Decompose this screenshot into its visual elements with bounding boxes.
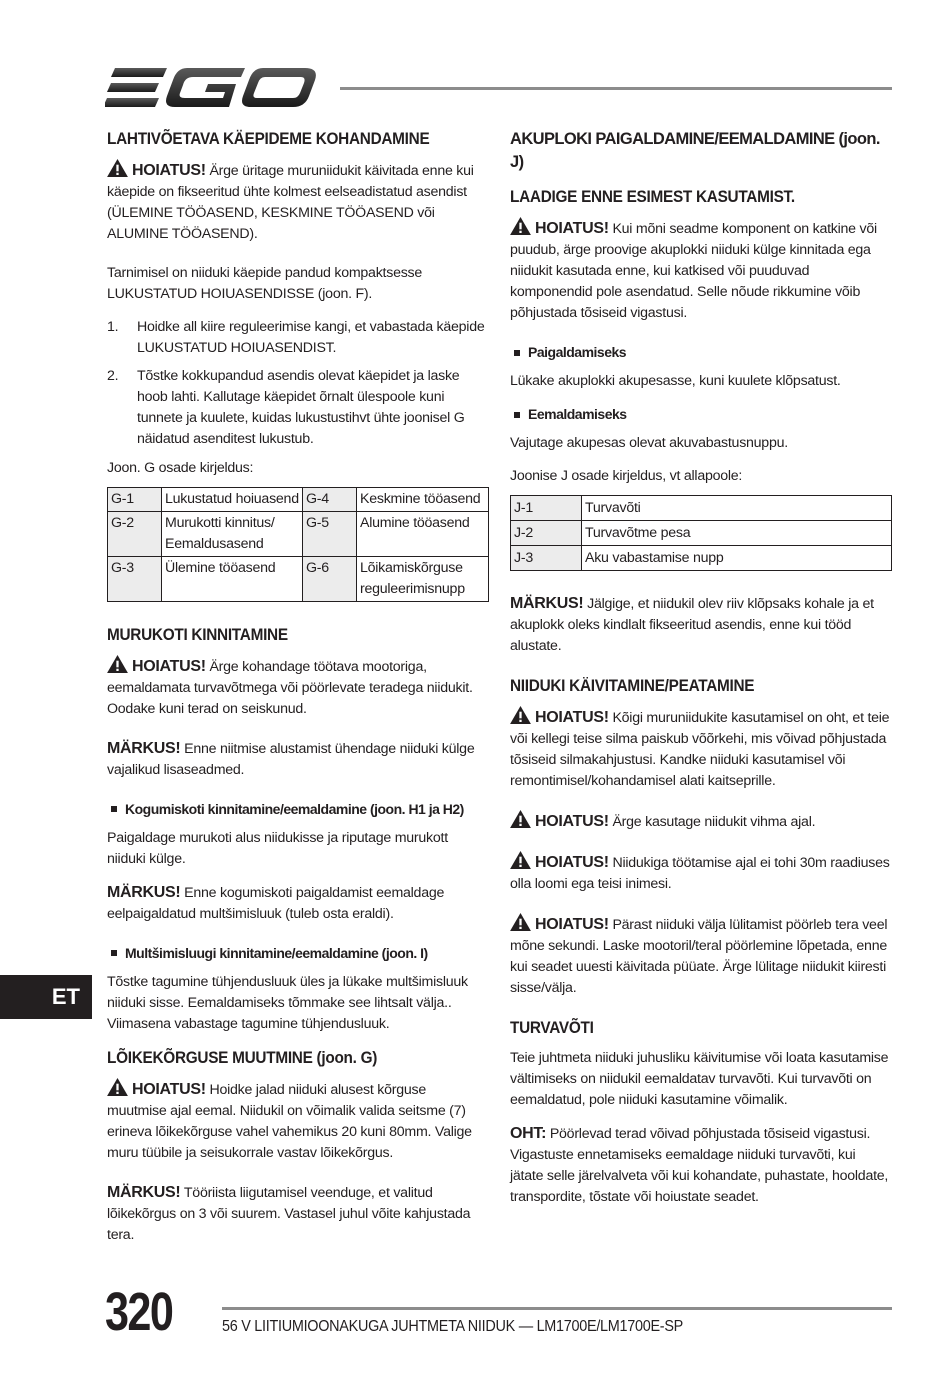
section-title-safety-key: TURVAVÕTI bbox=[510, 1019, 594, 1038]
section-title-cutting-height: LÕIKEKÕRGUSE MUUTMINE (joon. G) bbox=[107, 1049, 378, 1068]
warning-paragraph: HOIATUS! Niidukiga töötamise ajal ei tohi 30m raadiuses olla loomi ega teisi inimesi. bbox=[510, 851, 892, 895]
bullet-heading: Multšimisluugi kinnitamine/eemaldamine (joon. I) bbox=[107, 943, 489, 964]
paragraph: Vajutage akupesas olevat akuvabastusnuppu. bbox=[510, 435, 788, 452]
section-title-grassbag: MURUKOTI KINNITAMINE bbox=[107, 626, 288, 645]
table-row: G-1 Lukustatud hoiuasend G-4 Keskmine tööasend bbox=[108, 488, 489, 512]
bullet-square-icon bbox=[514, 350, 520, 356]
note-paragraph: MÄRKUS! Enne kogumiskoti paigaldamist eemaldage eelpaigaldatud multšimisluuk (tuleb osta eraldi). bbox=[107, 884, 445, 923]
bullet-square-icon bbox=[514, 412, 520, 418]
note-paragraph: MÄRKUS! Tööriista liigutamisel veenduge, et valitud lõikekõrgus on 3 või suurem. Vastasel juhul võite kahjustada tera. bbox=[107, 1184, 471, 1244]
list-item: 1. Hoidke all kiire reguleerimise kangi, et vabastada käepide LUKUSTATUD HOIUASENDIST. bbox=[107, 319, 485, 357]
table-row: G-2 Murukotti kinnitus/ Eemaldusasend G-5 Alumine tööasend bbox=[108, 512, 489, 557]
table-row: J-3 Aku vabastamise nupp bbox=[511, 546, 892, 571]
left-column bbox=[107, 128, 489, 1258]
warning-triangle-icon bbox=[510, 913, 531, 931]
page-number: 320 bbox=[105, 1282, 173, 1342]
parts-table-g bbox=[107, 487, 489, 602]
warning-triangle-icon bbox=[510, 217, 531, 235]
table-caption: Joon. G osade kirjeldus: bbox=[107, 460, 254, 477]
language-tab: ET bbox=[0, 975, 92, 1019]
paragraph: Tõstke tagumine tühjendusluuk üles ja lükake multšimisluuk niiduki sisse. Eemaldamiseks tõmmake see lihtsalt välja.. Viimasena vabastage tagumine tühjendusluuk. bbox=[107, 974, 468, 1033]
bullet-heading: Kogumiskoti kinnitamine/eemaldamine (joon. H1 ja H2) bbox=[107, 799, 489, 820]
warning-triangle-icon bbox=[107, 1078, 128, 1096]
ego-logo bbox=[105, 60, 320, 115]
paragraph: Paigaldage murukoti alus niidukisse ja riputage murukott niiduki külge. bbox=[107, 830, 448, 868]
table-row: J-2 Turvavõtme pesa bbox=[511, 521, 892, 546]
bullet-heading: Paigaldamiseks bbox=[510, 342, 892, 363]
section-subtitle-charge: LAADIGE ENNE ESIMEST KASUTAMIST. bbox=[510, 188, 795, 207]
paragraph: Lükake akuplokki akupesasse, kuni kuulete klõpsatust. bbox=[510, 373, 841, 390]
danger-paragraph: OHT: Pöörlevad terad võivad põhjustada tõsiseid vigastusi. Vigastuste ennetamiseks eemaldage niiduki turvavõti, kui jätate selle järelvalveta või kui kohandate, puhastate, hooldate, transpordite, tõstate või hoiustate seadet. bbox=[510, 1125, 889, 1206]
warning-triangle-icon bbox=[510, 706, 531, 724]
warning-triangle-icon bbox=[510, 851, 531, 869]
footer-title: 56 V LIITIUMIOONAKUGA JUHTMETA NIIDUK — LM1700E/LM1700E-SP bbox=[222, 1318, 684, 1335]
right-column bbox=[510, 128, 892, 1220]
footer-rule bbox=[222, 1307, 892, 1310]
paragraph: Tarnimisel on niiduki käepide pandud kompaktsesse LUKUSTATUD HOIUASENDISSE (joon. F). bbox=[107, 265, 423, 303]
note-paragraph: MÄRKUS! Enne niitmise alustamist ühendage niiduki külge vajalikud lisaseadmed. bbox=[107, 740, 475, 779]
warning-paragraph: HOIATUS! Hoidke jalad niiduki alusest kõrguse muutmise ajal eemal. Niidukil on võimalik valida seitsme (7) erineva lõikekõrguse vahel vahemikus 20 kuni 80mm. Valige muru tüübile ja seisukorrale vastav lõikekõrgus. bbox=[107, 1078, 489, 1164]
parts-table-j bbox=[510, 495, 892, 571]
warning-paragraph: HOIATUS! Ärge kasutage niidukit vihma ajal. bbox=[510, 810, 892, 833]
table-row: J-1 Turvavõti bbox=[511, 496, 892, 521]
list-item: 2. Tõstke kokkupandud asendis olevat käepidet ja laske hoob lahti. Kallutage käepidet õrnalt ülespoole kuni tunnete ja kuulete, kuidas lukustustihvt ühte joonisel G näidatud asenditest lukustub. bbox=[107, 368, 465, 448]
table-row: G-3 Ülemine tööasend G-6 Lõikamiskõrguse reguleerimisnupp bbox=[108, 557, 489, 602]
warning-paragraph: HOIATUS! Pärast niiduki välja lülitamist pöörleb tera veel mõne sekundi. Laske mootoril/teral pöörlemine lõpetada, enne kui seadet uuesti käivitada püüate. Ärge lülitage niidukit kiiresti sisse/välja. bbox=[510, 913, 892, 999]
table-caption: Joonise J osade kirjeldus, vt allapoole: bbox=[510, 468, 743, 485]
section-title-handle: LAHTIVÕETAVA KÄEPIDEME KOHANDAMINE bbox=[107, 130, 430, 148]
bullet-square-icon bbox=[111, 806, 117, 812]
steps-list bbox=[107, 317, 489, 450]
warning-paragraph: HOIATUS! Kui mõni seadme komponent on katkine või puudub, ärge proovige akuplokki niiduki külge kinnitada ega niidukit kasutada enne, kui katkised või puuduvad komponendid pole asendatud. Selle nõude rikkumine võib põhjustada tõsiseid vigastusi. bbox=[510, 217, 892, 324]
note-paragraph: MÄRKUS! Jälgige, et niidukil olev riiv klõpsaks kohale ja et akuplokk oleks kindlalt fikseeritud asendis, enne kui tööd alustate. bbox=[510, 595, 874, 655]
bullet-square-icon bbox=[111, 950, 117, 956]
header-rule bbox=[340, 87, 892, 90]
warning-paragraph: HOIATUS! Ärge kohandage töötava mootoriga, eemaldamata turvavõtmega või pöörlevate teradega niidukit. Oodake kuni terad on seiskunud. bbox=[107, 655, 489, 720]
section-title-battery: AKUPLOKI PAIGALDAMINE/EEMALDAMINE (joon. J) bbox=[510, 130, 880, 172]
warning-triangle-icon bbox=[510, 810, 531, 828]
warning-paragraph: HOIATUS! Ärge üritage muruniidukit käivitada enne kui käepide on fikseeritud ühte kolmest eelseadistatud asendist (ÜLEMINE TÖÖASEND, KESKMINE TÖÖASEND või ALUMINE TÖÖASEND). bbox=[107, 159, 489, 245]
warning-paragraph: HOIATUS! Kõigi muruniidukite kasutamisel on oht, et teie või kellegi teise silma paiskub võõrkehi, mis võivad põhjustada tõsiseid silmakahjustusi. Kandke niiduki kasutamisel või remontimisel/kohandamisel alati kaitseprille. bbox=[510, 706, 892, 792]
paragraph: Teie juhtmeta niiduki juhusliku käivitumise või loata kasutamise vältimiseks on niidukil eemaldatav turvavõti. Kui turvavõti on eemaldatud, pole niiduki kasutamine võimalik. bbox=[510, 1050, 889, 1109]
section-title-start-stop: NIIDUKI KÄIVITAMINE/PEATAMINE bbox=[510, 677, 755, 696]
bullet-heading: Eemaldamiseks bbox=[510, 404, 892, 425]
warning-triangle-icon bbox=[107, 655, 128, 673]
warning-triangle-icon bbox=[107, 159, 128, 177]
